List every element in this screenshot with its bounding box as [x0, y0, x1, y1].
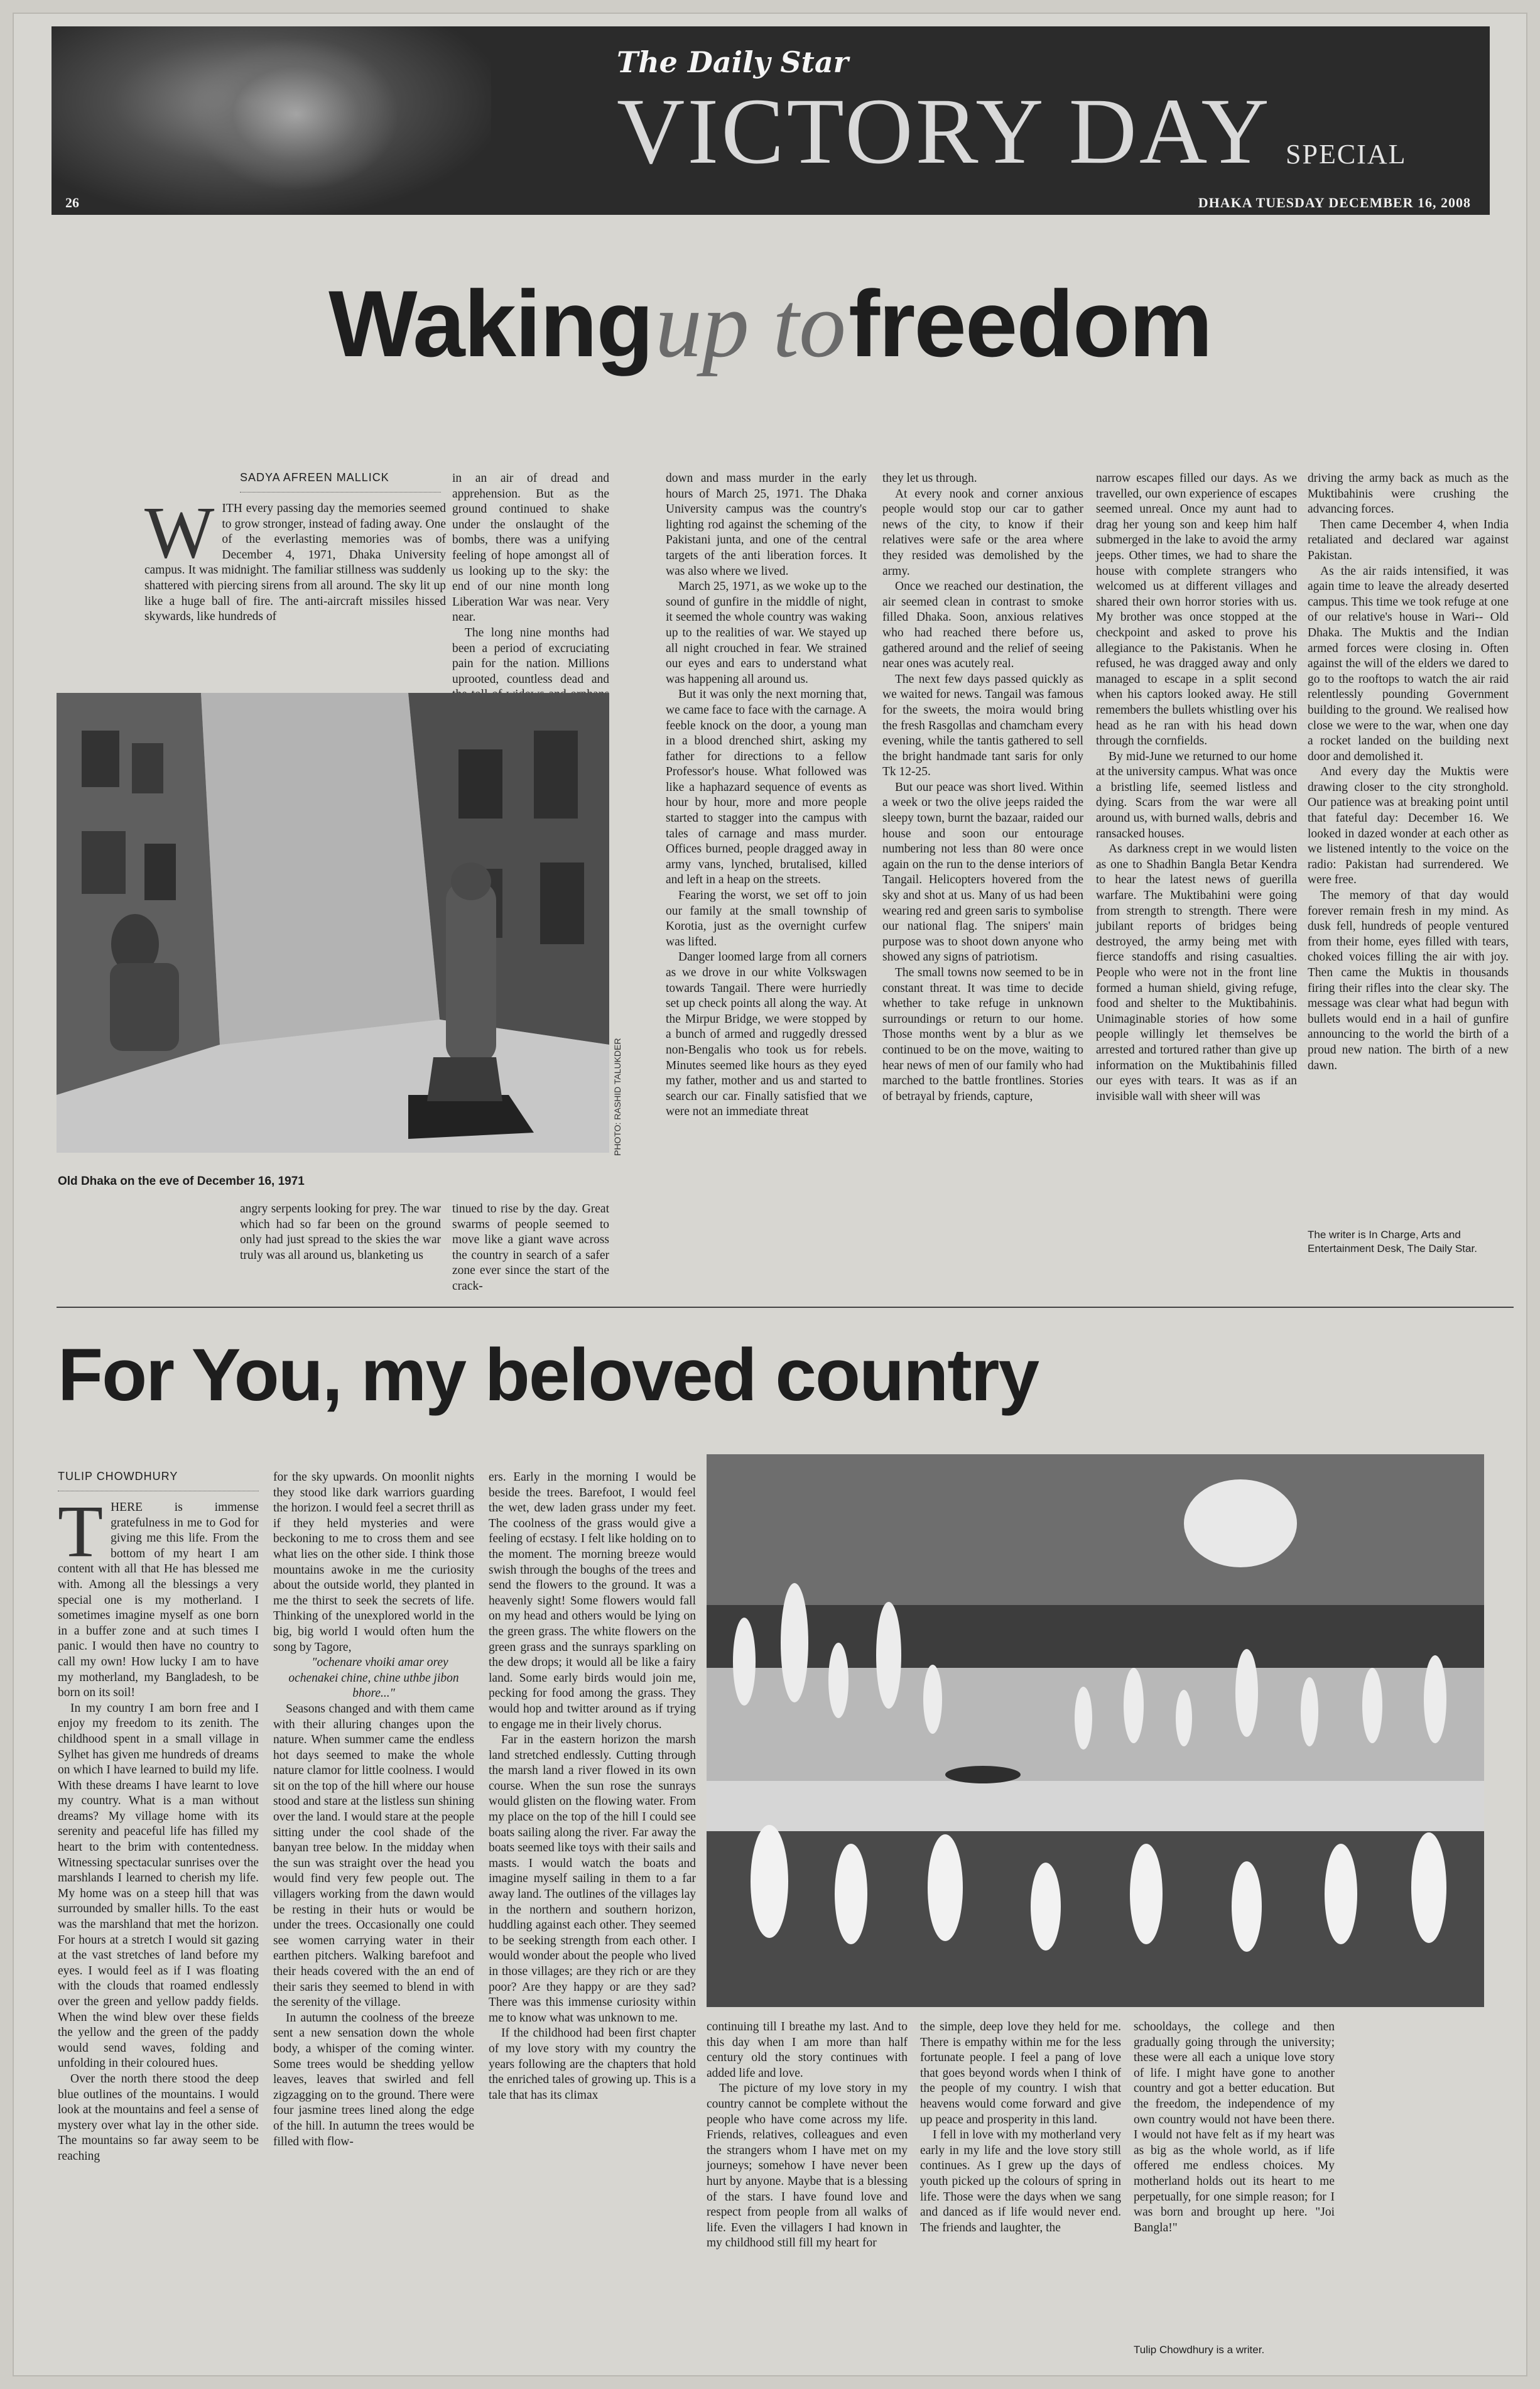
- paragraph: they let us through.: [882, 472, 977, 485]
- page-number: 26: [65, 195, 79, 210]
- article2-byline: TULIP CHOWDHURY: [58, 1470, 259, 1491]
- paragraph: narrow escapes filled our days. As we travelled, our own experience of escapes seemed unreal. Once my aunt had to drag her young son and keep him half submerged in the lake to avoid the army jeeps. Other times, we had to share the house with complete strangers who welcomed us at different villages and shared their own horror stories with us. My brother was once stopped at the checkpoint and asked to prove his allegiance to the Pakistanis. When he refused, he was dragged away and only managed to escape in a split second when his captors looked away. He still remembers the bullets whistling over his head as he ran with his head down through the cornfields.: [1096, 472, 1297, 748]
- article2-col5: [920, 2020, 1121, 2371]
- paragraph: The next few days passed quickly as we waited for news. Tangail was famous for the sweets, the moira would bring the fresh Rasgollas and chamcham every evening, while the tantis gathered to sell the bright handmade tant saris for only Tk 12-25.: [882, 672, 1083, 779]
- paragraph: The long nine months had been a period of excruciating pain for the nation. Millions uprooted, countless dead and: [452, 626, 609, 686]
- article1-byline: SADYA AFREEN MALLICK: [240, 471, 441, 492]
- article1-col1-top: [144, 491, 446, 691]
- article1-col4: [882, 471, 1083, 1294]
- paragraph: March 25, 1971, as we woke up to the sound of gunfire in the middle of night, it seemed the whole country was waking up to the realities of war. We stayed up all night crouched in fear. We strained our eyes and ears to understand what was happening all around us.: [666, 580, 867, 686]
- photo-credit: PHOTO: RASHID TALUKDER: [612, 1038, 622, 1156]
- paragraph: But our peace was short lived. Within a week or two the olive jeeps raided the sleepy town, burnt the bazaar, raided our house and soon our entourage numbering not less than 80 were once again on the run to the dense interiors of Tangail. Helicopters hovered from the sky and shot at us. Many of us had been wearing red and green saris to symbolise our national flag. The snipers' main purpose was to shoot down anyone who showed any signs of patriotism.: [882, 780, 1083, 964]
- article1-col5: [1096, 471, 1297, 1294]
- article2-headline: For You, my beloved country: [58, 1334, 1039, 1417]
- photo-caption: Old Dhaka on the eve of December 16, 1971: [58, 1175, 305, 1188]
- song-lyric: "ochenare vhoiki amar orey ochenakei chine, chine uthbe jibon bhore...": [288, 1656, 459, 1701]
- author-note: The writer is In Charge, Arts and Entertainment Desk, The Daily Star.: [1308, 1229, 1477, 1254]
- paper-name: The Daily Star: [617, 45, 849, 79]
- paragraph: Danger loomed large from all corners as we drove in our white Volkswagen towards Tangail. There were hurriedly set up check points all along the way. At the Mirpur Bridge, we were stopped by a bunch of armed and ruggedly dressed non-Bengalis who took us for rebels. Minutes seemed like hours as they eyed my father, mother and us and started to search our car. Finally satisfied that we were not an immediate threat: [666, 950, 867, 1119]
- paragraph: ers. Early in the morning I would be beside the trees. Barefoot, I would feel the wet, dew laden grass under my feet. The coolness of the grass would give a feeling of ecstasy. I felt like holding on to the moment. The morning breeze would swish through the boughs of the trees and send the flowers to the ground. It was a heavenly sight! Some flowers would fall on my head and others would be lying on the green grass. The white flowers on the green grass and the sunrays sparkling on the dew drops; it would all be like a fairy land. Some early birds would join me, pecking for food among the grass. They would hop and twitter around as if trying to engage me in their lively chorus.: [489, 1471, 696, 1731]
- article2-col6: [1134, 2020, 1335, 2334]
- paragraph: driving the army back as much as the Muktibahinis were crushing the advancing forces.: [1308, 472, 1509, 516]
- article2-col4: [707, 2020, 908, 2371]
- paragraph: In autumn the coolness of the breeze sent a new sensation down the whole body, a whisper of the coming winter. Some trees would be shedding yellow leaves, leaves that swirled and fell zigzagging on to the ground. There were four jasmine trees lined along the edge of the hill. In autumn the trees would be filled with flow-: [273, 2011, 474, 2148]
- headline-word-1: Waking: [328, 271, 653, 376]
- section-title: VICTORY DAY: [617, 79, 1272, 183]
- street-scene-illustration: [57, 693, 609, 1153]
- paragraph: Over the north there stood the deep blue outlines of the mountains. I would look at the mountains and feel a sense of mystery over what lay in the other side. The mountains so far away seem to be reaching: [58, 2072, 259, 2163]
- paragraph: HERE is immense gratefulness in me to God for giving me this life. From the bottom of my heart I am content with all that He has blessed me with. Among all the blessings a very special one is my motherland. I sometimes imagine myself as one born in a buffer zone and at such times I panic. I would then have no country to call my own! How lucky I am to have my motherland, my Bangladesh, to be born on its soil!: [58, 1501, 259, 1700]
- headline-word-2: up to: [654, 273, 847, 377]
- article2-col2: [273, 1470, 474, 2368]
- paragraph: Then came December 4, when India retaliated and declared war against Pakistan.: [1308, 518, 1509, 562]
- paragraph: the simple, deep love they held for me. There is empathy within me for the less fortunate people. I feel a pang of love that goes beyond words when I think of the people of my country. I wish that heavens would come forward and give up peace and prosperity in this land.: [920, 2020, 1121, 2126]
- newspaper-page: [13, 13, 1527, 2376]
- article1-col3: [666, 471, 867, 1294]
- flame-highlight: [196, 39, 397, 190]
- paragraph: Far in the eastern horizon the marsh land stretched endlessly. Cutting through the marsh land a river flowed in its own course. When the sun rose the sunrays would glisten on the flowing water. From my place on the top of the hill I could see boats sailing along the river. Far away the boats seemed like toys with their sails and masts. I would watch the boats and imagine myself sailing in them to a far away land. The outlines of the villages lay in the northern and southern horizon, huddling against each other. They seemed to be seeking strength from each other. I would wonder about the people who lived in those villages; are they rich or are they poor? Are they happy or are they sad? There was this immense curiosity within me to know what was unknown to me.: [489, 1733, 696, 2025]
- paragraph: As the air raids intensified, it was again time to leave the already deserted campus. This time we took refuge at one of our relative's house in Wari-- Old Dhaka. The Muktis and the Indian armed forces were closing in. Often against the will of the elders we dared to go to the rooftops to watch the air raid relentlessly pounding Government building to the ground. We realised how close we were to the war, when one day a rocket landed on the building next door and demolished it.: [1308, 564, 1509, 763]
- section-divider: [57, 1307, 1514, 1308]
- paragraph: The picture of my love story in my country cannot be complete without the people who have come across my life. Friends, relatives, colleagues and even the strangers whom I have met on my journeys; somehow I have never been hurt by anyone. Maybe that is a blessing of the stars. I have found love and respect from people from all walks of life. Even the villagers I had known in my childhood still fill my heart for: [707, 2082, 908, 2250]
- drop-cap: T: [58, 1490, 104, 1572]
- paragraph: And every day the Muktis were drawing closer to the city stronghold. Our patience was at breaking point until that fateful day: December 16. We looked in dazed wonder at each other as we listened intently to the voice on the radio: Pakistan had surrendered. We were free.: [1308, 765, 1509, 887]
- article2-col3: [489, 1470, 696, 2368]
- paragraph: for the sky upwards. On moonlit nights they stood like dark warriors guarding the horizon. I would feel a secret thrill as if they held mysteries and were beckoning to me to cross them and see what lies on the other side. I think those mountains awoke in me the curiosity about the outside world, they planted in me the thirst to seek the secrets of life. Thinking of the unexplored world in the big, big world I would often hum the song by Tagore,: [273, 1471, 475, 1654]
- article2-col1: [58, 1490, 259, 2370]
- paragraph: Once we reached our destination, the air seemed clean in contrast to smoke filled Dhaka. Soon, anxious relatives who had reached there before us, gathered around and the relief of seeing near ones was acutely real.: [882, 580, 1083, 671]
- paragraph: down and mass murder in the early hours of March 25, 1971. The Dhaka University campus was the country's lighting rod against the scheming of the Pakistani junta, and one of the central targets of the anti liberation forces. It was also where we lived.: [666, 472, 867, 578]
- paragraph: I fell in love with my motherland very early in my life and the love story still continues. As I grew up the days of youth picked up the colours of spring in life. Those were the days when we sang and danced as if life would never end. The friends and laughter, the: [920, 2128, 1121, 2234]
- paragraph: As darkness crept in we would listen as one to Shadhin Bangla Betar Kendra to hear the latest news of guerilla warfare. The Muktibahini were going from strength to strength. There were jubilant reports of bridges being destroyed, the army being met with fierce standoffs and rising casualties. People who were not in the front line formed a human shield, giving refuge, food and shelter to the Muktibahinis. Unimaginable stories of how some people willingly let themselves be arrested and tortured rather than give up information on the Muktibahinis filled our eyes with tears. It was as if an invisible wall with sheer will was: [1096, 842, 1297, 1103]
- paragraph: ITH every passing day the memories seemed to grow stronger, instead of fading away. One of the everlasting memories was of December 4, 1971, Dhaka University campus. It was midnight. The familiar stillness was suddenly shattered with piercing sirens from all around. The sky lit up like a huge ball of fire. The anti-aircraft missiles hissed skywards, like hundreds of: [144, 502, 446, 624]
- paragraph: Seasons changed and with them came with their alluring changes upon the nature. When summer came the endless hot days seemed to make the whole nature clamor for little coolness. I would sit on the top of the hill where our house stood and stare at the listless sun shining over the land. I would stare at the people sitting under the cool shade of the banyan tree below. In the midday when the sun was straight over the head you would find very few people out. The villagers working from the dawn would be resting in their huts or would be under the trees. Occasionally one could see women carrying water in their earthen pitchers. Walking barefoot and their heads covered with the an end of their saris they seemed to blend in with the serenity of the village.: [273, 1702, 474, 2010]
- masthead: [52, 26, 1490, 215]
- kash-flowers-illustration: [707, 1454, 1484, 2007]
- landscape-photo: [707, 1454, 1484, 2007]
- drop-cap: W: [144, 491, 215, 574]
- article1-headline: [13, 271, 1527, 377]
- article1-col6: [1308, 471, 1509, 1225]
- article1-col2-top: [452, 471, 609, 691]
- paragraph: At every nook and corner anxious people would stop our car to gather news of the city, to know if their relatives were safe or the area where they resided was demolished by the army.: [882, 487, 1083, 578]
- paragraph: Fearing the worst, we set off to join our family at the small township of Korotia, just as the overnight curfew was lifted.: [666, 889, 867, 949]
- paragraph: schooldays, the college and then gradually going through the university; these were all each a unique love story of life. I might have gone to another country and got a better education. But the freedom, the independence of my own country would not have been there. I would not have felt as if my heart was as big as the whole world, as if life offered me endless choices. My motherland holds out its heart to me perpetually, for one simple reason; for I was born and brought up here. "Joi Bangla!": [1134, 2020, 1335, 2234]
- paragraph: The memory of that day would forever remain fresh in my mind. As dusk fell, hundreds of people ventured from their home, eyes filled with tears, choked voices filling the air with joy. Then came the Muktis in thousands firing their rifles into the clear sky. The message was clear what had begun with bullets would end in a hail of gunfire announcing to the world the birth of a proud new nation. The birth of a new dawn.: [1308, 889, 1509, 1072]
- paragraph: By mid-June we returned to our home at the university campus. What was once a bristling life, seemed listless and dying. Scars from the war were all around us, with burned walls, debris and ransacked houses.: [1096, 749, 1297, 841]
- paragraph: The small towns now seemed to be in constant threat. It was time to decide whether to take refuge in unknown surroundings or return to our home. Those months went by a blur as we continued to be on the move, waiting to hear news of men of our family who had marched to the battle frontlines. Stories of betrayal by friends, capture,: [882, 966, 1083, 1103]
- paragraph: angry serpents looking for prey. The war which had so far been on the ground only had just spread to the skies the war truly was all around us, blanketing us: [240, 1202, 441, 1262]
- dateline: DHAKA TUESDAY DECEMBER 16, 2008: [1198, 195, 1471, 210]
- paragraph: in an air of dread and apprehension. But as the ground continued to shake under the onslaught of the bombs, there was a unifying feeling of hope amongst all of us looking up to the sky: the end of our nine month long Liberation War was near. Very near.: [452, 472, 609, 624]
- paragraph: In my country I am born free and I enjoy my freedom to its zenith. The childhood spent in a small village in Sylhet has given me hundreds of dreams on which I have learned to build my life. With these dreams I have learnt to love my country. What is a man without dreams? My village home with its serenity and peaceful life has filled my heart to the brim with contentedness. Witnessing spectacular sunrises over the marshlands I learned to cherish my life. My home was on a steep hill that was surrounded by smaller hills. To the east was the marshland that met the horizon. For hours at a stretch I would sit gazing at the vast stretches of land before my eyes. I would feel as if I was floating with the clouds that roamed endlessly over the green and yellow paddy fields. When the wind blew over these fields the yellow and the green of the paddy would send waves, folding and unfolding in their coloured hues.: [58, 1701, 259, 2071]
- paragraph: tinued to rise by the day. Great swarms of people seemed to move like a giant wave across the country in search of a safer zone ever since the start of the crack-: [452, 1202, 609, 1293]
- paragraph: If the childhood had been first chapter of my love story with my country the years following are the chapters that hold the enriched tales of growing up. This is a tale that has its climax: [489, 2027, 696, 2102]
- old-dhaka-photo: [57, 693, 609, 1153]
- headline-word-3: freedom: [849, 271, 1212, 376]
- article1-col2-bottom: [452, 1202, 609, 1293]
- author-note-2: Tulip Chowdhury is a writer.: [1134, 2344, 1265, 2356]
- article1-col1-bottom: [240, 1202, 441, 1290]
- paragraph: continuing till I breathe my last. And to this day when I am more than half century old the story continues with added life and love.: [707, 2020, 908, 2080]
- paragraph: But it was only the next morning that, we came face to face with the carnage. A feeble knock on the door, a young man in a blood drenched shirt, asking my father for directions to a fellow Professor's house. What followed was like a haphazard sequence of events as hour by hour, more and more people started to stagger into the campus with tales of carnage and mass murder. Offices burned, people dragged away in army vans, lynched, brutalised, killed and left in a heap on the streets.: [666, 688, 867, 887]
- section-subtitle: SPECIAL: [1286, 139, 1407, 170]
